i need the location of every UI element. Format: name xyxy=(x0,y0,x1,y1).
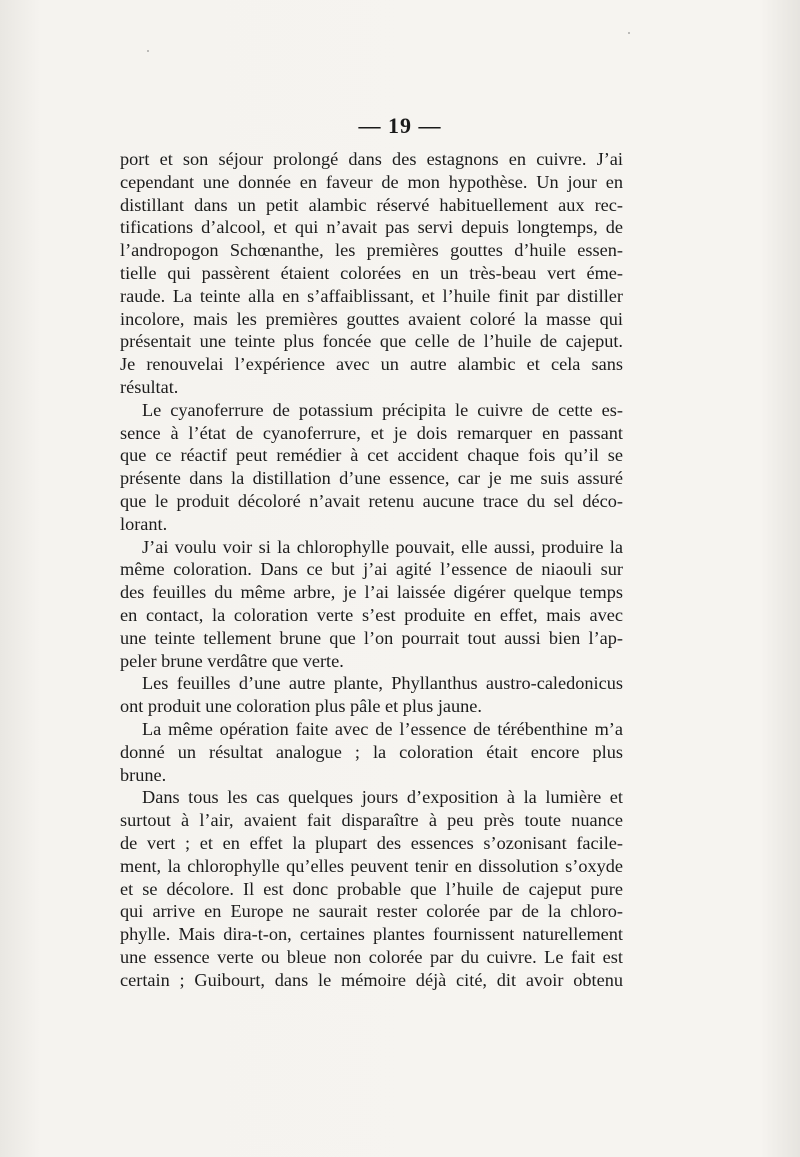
text-line: incolore, mais les premières gouttes avaient coloré la masse qui xyxy=(120,308,623,329)
text-line: l’andropogon Schœnanthe, les premières gouttes d’huile essen- xyxy=(120,240,623,261)
text-line: donné un résultat analogue ; la coloration était encore plus xyxy=(120,741,623,762)
text-line: que ce réactif peut remédier à cet accident chaque fois qu’il se xyxy=(120,445,623,466)
text-line: résultat. xyxy=(120,376,179,397)
text-line: tielle qui passèrent étaient colorées en un très-beau vert éme- xyxy=(120,262,623,283)
text-line: en contact, la coloration verte s’est produite en effet, mais avec xyxy=(120,604,623,625)
text-line: port et son séjour prolongé dans des estagnons en cuivre. J’ai xyxy=(120,149,623,169)
text-line: Je renouvelai l’expérience avec un autre alambic et cela sans xyxy=(120,354,623,375)
text-line: phylle. Mais dira-t-on, certaines plantes fournissent naturellement xyxy=(120,924,623,945)
text-line: tifications d’alcool, et qui n’avait pas servi depuis longtemps, de xyxy=(120,217,623,238)
text-line: des feuilles du même arbre, je l’ai laissée digérer quelque temps xyxy=(120,582,623,603)
text-line: cependant une donnée en faveur de mon hypothèse. Un jour en xyxy=(120,171,623,192)
text-line: Dans tous les cas quelques jours d’exposition à la lumière et xyxy=(142,787,623,808)
text-line: même coloration. Dans ce but j’ai agité l’essence de niaouli sur xyxy=(120,559,623,580)
text-line: J’ai voulu voir si la chlorophylle pouvait, elle aussi, produire la xyxy=(142,536,623,557)
text-line: de vert ; et en effet la plupart des essences s’ozonisant facile- xyxy=(120,832,623,853)
text-line: et se décolore. Il est donc probable que l’huile de cajeput pure xyxy=(120,878,623,899)
text-line: une essence verte ou bleue non colorée par du cuivre. Le fait est xyxy=(120,946,623,967)
text-line: La même opération faite avec de l’essence de térébenthine m’a xyxy=(142,718,623,739)
text-line: Les feuilles d’une autre plante, Phyllanthus austro-caledonicus xyxy=(142,673,623,694)
text-line: lorant. xyxy=(120,513,168,534)
body-text xyxy=(120,148,623,991)
text-line: ment, la chlorophylle qu’elles peuvent tenir en dissolution s’oxyde xyxy=(120,855,623,876)
text-line: présente dans la distillation d’une essence, car je me suis assuré xyxy=(120,468,623,489)
text-line: distillant dans un petit alambic réservé habituellement aux rec- xyxy=(120,194,623,215)
text-line: surtout à l’air, avaient fait disparaître à peu près toute nuance xyxy=(120,810,623,831)
text-line: brune. xyxy=(120,764,167,785)
page-number: — 19 — xyxy=(358,113,442,138)
paper-speck xyxy=(147,50,149,52)
text-line: que le produit décoloré n’avait retenu aucune trace du sel déco- xyxy=(120,490,623,511)
text-line: raude. La teinte alla en s’affaiblissant, et l’huile finit par distiller xyxy=(120,285,623,306)
text-line: ont produit une coloration plus pâle et plus jaune. xyxy=(120,696,482,717)
paper-speck xyxy=(628,32,630,34)
text-line: présentait une teinte plus foncée que celle de l’huile de cajeput. xyxy=(120,331,623,352)
text-line: peler brune verdâtre que verte. xyxy=(120,650,344,671)
text-line: Le cyanoferrure de potassium précipita le cuivre de cette es- xyxy=(142,399,623,420)
text-line: une teinte tellement brune que l’on pourrait tout aussi bien l’ap- xyxy=(120,627,623,648)
text-line: sence à l’état de cyanoferrure, et je dois remarquer en passant xyxy=(120,422,623,443)
text-line: qui arrive en Europe ne saurait rester colorée par de la chloro- xyxy=(120,901,623,922)
text-line: certain ; Guibourt, dans le mémoire déjà cité, dit avoir obtenu xyxy=(120,969,623,990)
